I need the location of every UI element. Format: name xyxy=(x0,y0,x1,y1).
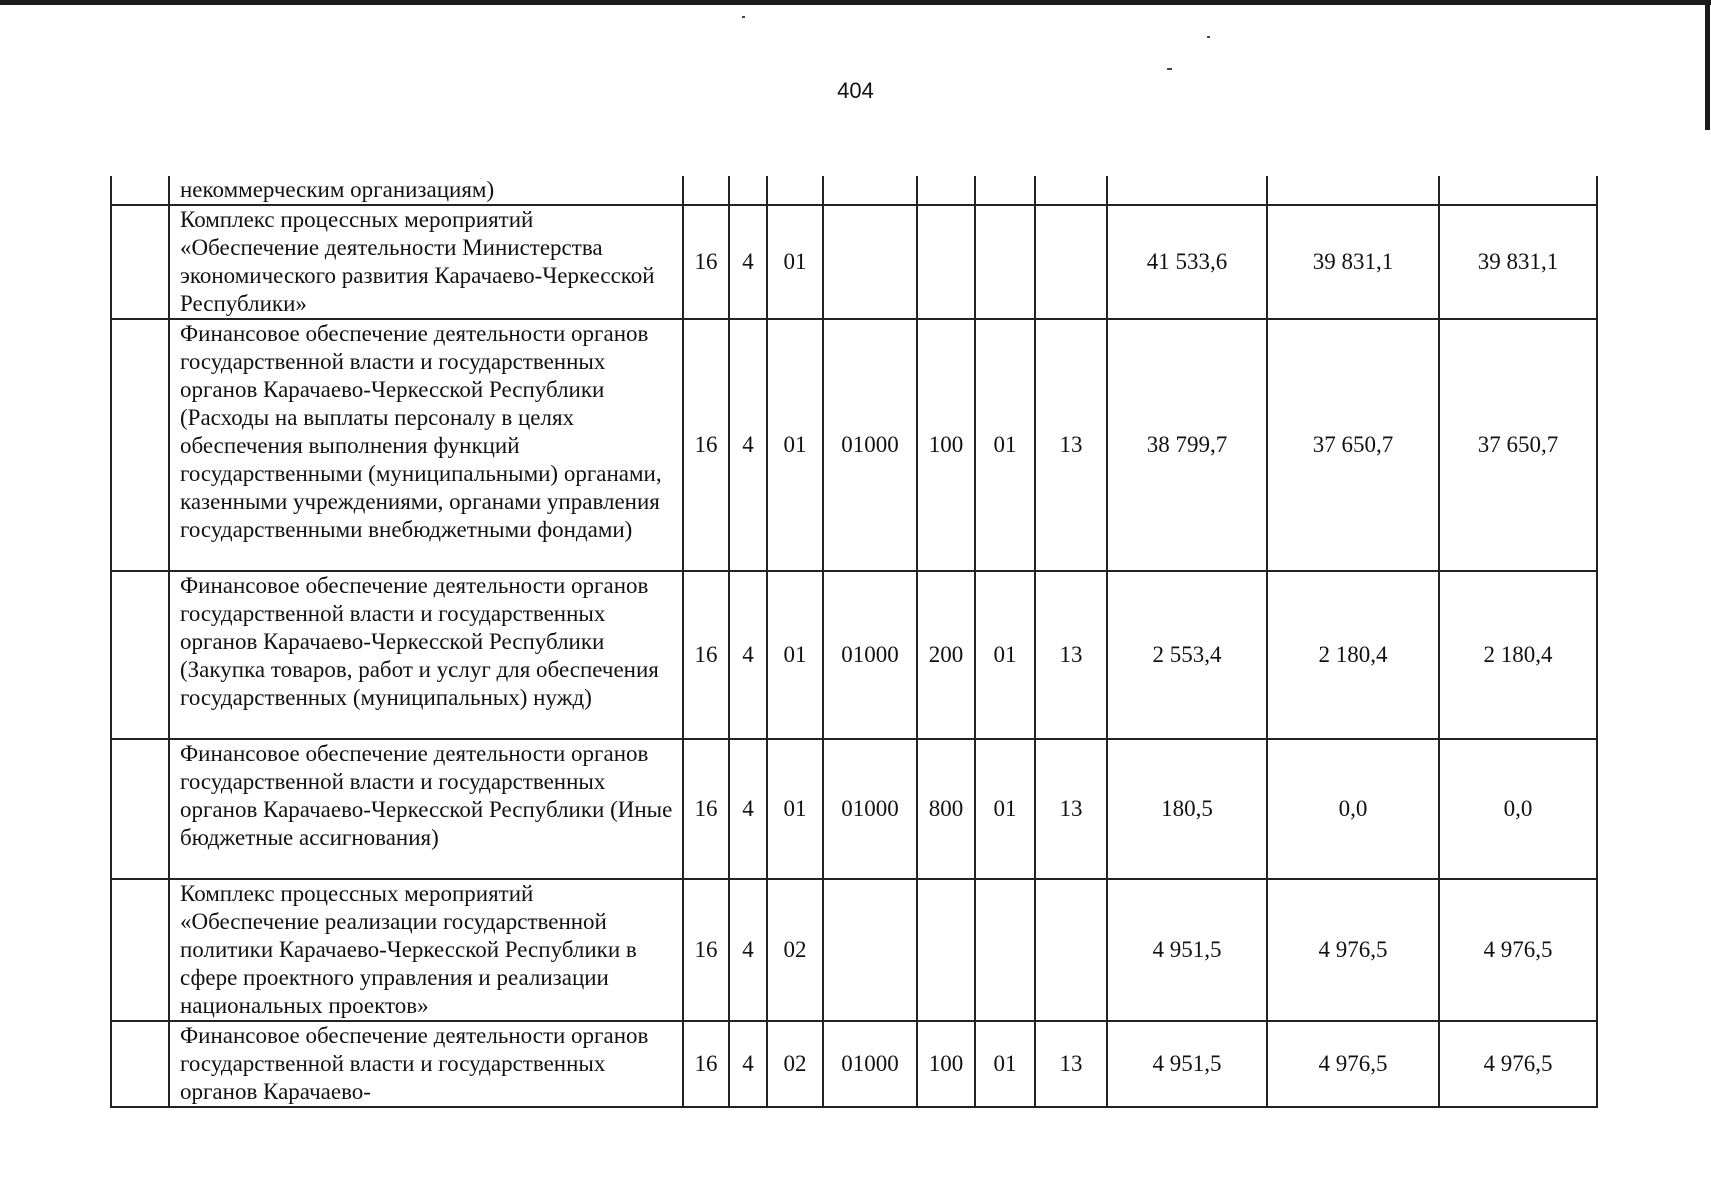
code-cell xyxy=(917,176,975,205)
amount-cell: 4 951,5 xyxy=(1107,879,1267,1021)
page-number: 404 xyxy=(837,78,874,103)
code-cell: 13 xyxy=(1035,1021,1107,1107)
amount-cell: 41 533,6 xyxy=(1107,205,1267,319)
amount-cell: 37 650,7 xyxy=(1439,319,1597,571)
code-cell: 13 xyxy=(1035,319,1107,571)
code-cell xyxy=(917,879,975,1021)
scan-speck xyxy=(1207,36,1210,38)
description-cell: Финансовое обеспечение деятельности органов государственной власти и государственных органов Карачаево-Черкесской Республики (Закупка товаров, работ и услуг для обеспечения государственных (муниципальных) нужд) xyxy=(169,571,683,739)
code-cell xyxy=(823,205,917,319)
description-cell: некоммерческим организациям) xyxy=(169,176,683,205)
amount-cell: 37 650,7 xyxy=(1267,319,1439,571)
right-scan-border xyxy=(1705,0,1710,130)
top-scan-border xyxy=(0,0,1711,5)
code-cell: 16 xyxy=(683,1021,729,1107)
row-number-cell xyxy=(111,739,169,879)
code-cell xyxy=(1035,176,1107,205)
code-cell: 16 xyxy=(683,879,729,1021)
code-cell: 01 xyxy=(975,739,1035,879)
table-row xyxy=(111,1021,1597,1107)
code-cell: 16 xyxy=(683,739,729,879)
code-cell: 02 xyxy=(767,1021,823,1107)
amount-cell: 2 553,4 xyxy=(1107,571,1267,739)
table-row xyxy=(111,176,1597,205)
amount-cell xyxy=(1439,176,1597,205)
code-cell xyxy=(975,205,1035,319)
amount-cell: 4 976,5 xyxy=(1439,879,1597,1021)
code-cell: 01 xyxy=(767,319,823,571)
code-cell xyxy=(823,176,917,205)
code-cell xyxy=(917,205,975,319)
code-cell: 01 xyxy=(975,1021,1035,1107)
code-cell: 02 xyxy=(767,879,823,1021)
amount-cell: 4 951,5 xyxy=(1107,1021,1267,1107)
description-cell: Финансовое обеспечение деятельности органов государственной власти и государственных органов Карачаево- xyxy=(169,1021,683,1107)
description-cell: Финансовое обеспечение деятельности органов государственной власти и государственных органов Карачаево-Черкесской Республики (Расходы на выплаты персоналу в целях обеспечения выполнения функций государственными (муниципальными) органами, казенными учреждениями, органами управления государственными внебюджетными фондами) xyxy=(169,319,683,571)
table-row xyxy=(111,879,1597,1021)
code-cell xyxy=(729,176,767,205)
table-row xyxy=(111,205,1597,319)
code-cell: 13 xyxy=(1035,739,1107,879)
code-cell: 13 xyxy=(1035,571,1107,739)
row-number-cell xyxy=(111,1021,169,1107)
code-cell: 4 xyxy=(729,1021,767,1107)
code-cell: 16 xyxy=(683,205,729,319)
description-cell: Комплекс процессных мероприятий «Обеспечение реализации государственной политики Карачаево-Черкесской Республики в сфере проектного управления и реализации национальных проектов» xyxy=(169,879,683,1021)
row-number-cell xyxy=(111,571,169,739)
code-cell: 4 xyxy=(729,739,767,879)
amount-cell xyxy=(1267,176,1439,205)
code-cell xyxy=(683,176,729,205)
code-cell: 100 xyxy=(917,319,975,571)
budget-table xyxy=(110,176,1598,1108)
table-row xyxy=(111,571,1597,739)
code-cell xyxy=(767,176,823,205)
code-cell: 16 xyxy=(683,319,729,571)
amount-cell: 4 976,5 xyxy=(1267,1021,1439,1107)
row-number-cell xyxy=(111,205,169,319)
code-cell: 01000 xyxy=(823,571,917,739)
amount-cell: 0,0 xyxy=(1267,739,1439,879)
amount-cell: 39 831,1 xyxy=(1439,205,1597,319)
code-cell: 200 xyxy=(917,571,975,739)
scan-speck xyxy=(1167,68,1172,70)
table-row xyxy=(111,319,1597,571)
code-cell xyxy=(823,879,917,1021)
amount-cell: 0,0 xyxy=(1439,739,1597,879)
row-number-cell xyxy=(111,319,169,571)
row-number-cell xyxy=(111,176,169,205)
amount-cell: 4 976,5 xyxy=(1439,1021,1597,1107)
code-cell xyxy=(1035,205,1107,319)
amount-cell xyxy=(1107,176,1267,205)
amount-cell: 39 831,1 xyxy=(1267,205,1439,319)
description-cell: Комплекс процессных мероприятий «Обеспечение деятельности Министерства экономического развития Карачаево-Черкесской Республики» xyxy=(169,205,683,319)
code-cell: 01000 xyxy=(823,319,917,571)
table-row xyxy=(111,739,1597,879)
amount-cell: 4 976,5 xyxy=(1267,879,1439,1021)
code-cell: 01 xyxy=(767,571,823,739)
code-cell: 4 xyxy=(729,879,767,1021)
code-cell: 100 xyxy=(917,1021,975,1107)
amount-cell: 38 799,7 xyxy=(1107,319,1267,571)
description-cell: Финансовое обеспечение деятельности органов государственной власти и государственных органов Карачаево-Черкесской Республики (Иные бюджетные ассигнования) xyxy=(169,739,683,879)
code-cell: 01000 xyxy=(823,1021,917,1107)
code-cell xyxy=(975,176,1035,205)
row-number-cell xyxy=(111,879,169,1021)
code-cell xyxy=(975,879,1035,1021)
amount-cell: 2 180,4 xyxy=(1267,571,1439,739)
code-cell xyxy=(1035,879,1107,1021)
code-cell: 01 xyxy=(767,739,823,879)
code-cell: 01000 xyxy=(823,739,917,879)
code-cell: 4 xyxy=(729,205,767,319)
code-cell: 800 xyxy=(917,739,975,879)
code-cell: 4 xyxy=(729,319,767,571)
code-cell: 16 xyxy=(683,571,729,739)
amount-cell: 2 180,4 xyxy=(1439,571,1597,739)
scan-speck xyxy=(742,16,745,18)
code-cell: 01 xyxy=(975,571,1035,739)
amount-cell: 180,5 xyxy=(1107,739,1267,879)
code-cell: 4 xyxy=(729,571,767,739)
code-cell: 01 xyxy=(767,205,823,319)
code-cell: 01 xyxy=(975,319,1035,571)
